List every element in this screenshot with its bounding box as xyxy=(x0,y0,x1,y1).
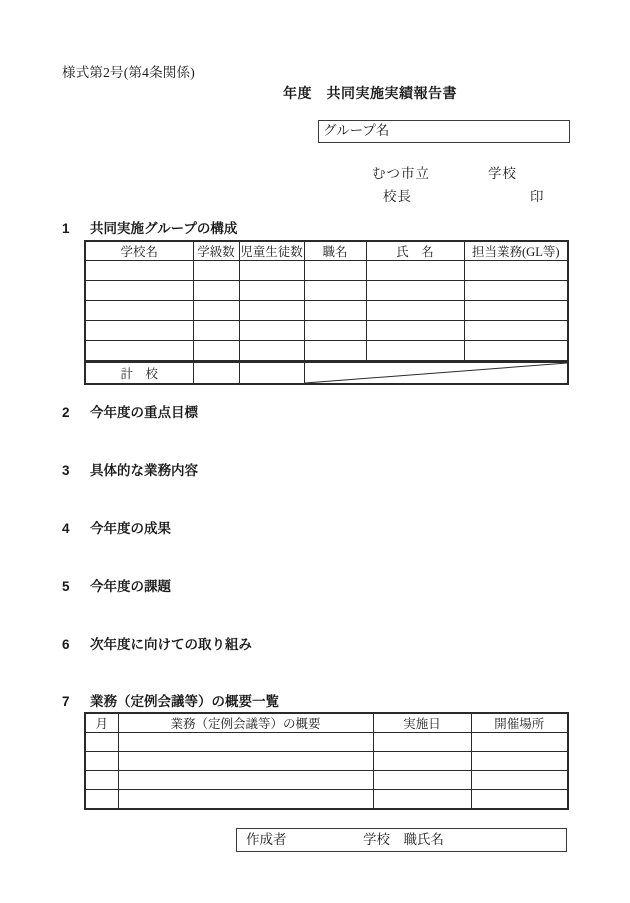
empty-cell xyxy=(366,281,464,301)
empty-cell xyxy=(239,261,304,281)
empty-cell xyxy=(239,362,304,385)
section-heading-2 xyxy=(62,401,198,421)
col-header-class-count: 学級数 xyxy=(193,241,239,261)
section-number: 2 xyxy=(62,405,70,420)
empty-cell xyxy=(193,321,239,341)
empty-cell xyxy=(85,301,193,321)
empty-cell xyxy=(85,321,193,341)
empty-cell xyxy=(193,261,239,281)
empty-cell xyxy=(464,281,568,301)
author-box xyxy=(236,828,567,852)
author-value: 学校 職氏名 xyxy=(363,832,444,847)
signature-city: むつ市立 xyxy=(372,166,430,181)
empty-cell xyxy=(85,281,193,301)
empty-cell xyxy=(471,771,568,790)
empty-row xyxy=(85,301,568,321)
section-title: 次年度に向けての取り組み xyxy=(90,637,252,652)
empty-row xyxy=(85,790,568,810)
empty-cell xyxy=(85,733,118,752)
section-title: 今年度の成果 xyxy=(90,521,171,536)
empty-cell xyxy=(366,321,464,341)
empty-cell xyxy=(366,301,464,321)
meeting-summary-table xyxy=(84,712,569,810)
empty-cell xyxy=(366,341,464,362)
group-table-total-row xyxy=(85,362,568,385)
empty-cell xyxy=(85,341,193,362)
col-header-school-name: 学校名 xyxy=(85,241,193,261)
section-title: 具体的な業務内容 xyxy=(90,463,198,478)
group-composition-table xyxy=(84,240,569,385)
empty-cell xyxy=(85,261,193,281)
empty-cell xyxy=(85,771,118,790)
empty-cell xyxy=(464,321,568,341)
total-label-cell: 計 校 xyxy=(85,362,193,385)
empty-cell xyxy=(85,752,118,771)
section-title: 共同実施グループの構成 xyxy=(90,221,238,236)
empty-cell xyxy=(366,261,464,281)
col-header-job-title: 職名 xyxy=(304,241,366,261)
section-heading-6 xyxy=(62,633,252,653)
section-number: 6 xyxy=(62,637,70,652)
empty-cell xyxy=(373,733,471,752)
empty-cell xyxy=(193,281,239,301)
empty-row xyxy=(85,752,568,771)
section-heading-4 xyxy=(62,517,171,537)
group-table-header-row xyxy=(85,241,568,261)
empty-cell xyxy=(471,733,568,752)
empty-cell xyxy=(304,301,366,321)
empty-cell xyxy=(471,790,568,810)
section-title: 今年度の重点目標 xyxy=(90,405,198,420)
section-number: 7 xyxy=(62,694,70,709)
empty-cell xyxy=(471,752,568,771)
empty-cell xyxy=(239,281,304,301)
empty-cell xyxy=(464,261,568,281)
empty-cell xyxy=(193,362,239,385)
col-header-month: 月 xyxy=(85,713,118,733)
document-title: 年度 共同実施実績報告書 xyxy=(283,85,457,101)
diagonal-line-icon xyxy=(305,363,568,383)
col-header-date: 実施日 xyxy=(373,713,471,733)
empty-cell xyxy=(193,341,239,362)
group-name-box xyxy=(318,120,570,143)
empty-row xyxy=(85,733,568,752)
empty-cell xyxy=(464,301,568,321)
empty-row xyxy=(85,341,568,362)
empty-cell xyxy=(118,752,373,771)
section-number: 4 xyxy=(62,521,70,536)
section-title: 今年度の課題 xyxy=(90,579,171,594)
section-number: 1 xyxy=(62,221,70,236)
empty-cell xyxy=(304,281,366,301)
signature-seal: 印 xyxy=(530,189,545,204)
col-header-summary: 業務（定例会議等）の概要 xyxy=(118,713,373,733)
group-name-label: グループ名 xyxy=(323,123,390,138)
meeting-table-header-row xyxy=(85,713,568,733)
empty-cell xyxy=(193,301,239,321)
diagonal-strikeout-cell xyxy=(304,362,568,385)
signature-school: 学校 xyxy=(488,166,517,181)
author-label: 作成者 xyxy=(246,832,287,847)
section-heading-7 xyxy=(62,690,279,710)
empty-cell xyxy=(239,301,304,321)
empty-cell xyxy=(85,790,118,810)
empty-row xyxy=(85,281,568,301)
empty-cell xyxy=(304,341,366,362)
empty-row xyxy=(85,261,568,281)
section-number: 5 xyxy=(62,579,70,594)
empty-cell xyxy=(239,341,304,362)
empty-cell xyxy=(118,733,373,752)
empty-cell xyxy=(304,261,366,281)
col-header-venue: 開催場所 xyxy=(471,713,568,733)
empty-cell xyxy=(464,341,568,362)
section-heading-5 xyxy=(62,575,171,595)
empty-cell xyxy=(373,790,471,810)
section-heading-1 xyxy=(62,217,237,237)
empty-cell xyxy=(304,321,366,341)
signature-principal: 校長 xyxy=(383,189,412,204)
empty-row xyxy=(85,321,568,341)
section-number: 3 xyxy=(62,463,70,478)
section-heading-3 xyxy=(62,459,198,479)
col-header-duty: 担当業務(GL等) xyxy=(464,241,568,261)
empty-cell xyxy=(118,790,373,810)
section-title: 業務（定例会議等）の概要一覧 xyxy=(90,694,279,709)
empty-cell xyxy=(373,771,471,790)
col-header-name: 氏 名 xyxy=(366,241,464,261)
empty-cell xyxy=(118,771,373,790)
empty-row xyxy=(85,771,568,790)
empty-cell xyxy=(239,321,304,341)
form-number: 様式第2号(第4条関係) xyxy=(62,65,195,80)
col-header-student-count: 児童生徒数 xyxy=(239,241,304,261)
empty-cell xyxy=(373,752,471,771)
